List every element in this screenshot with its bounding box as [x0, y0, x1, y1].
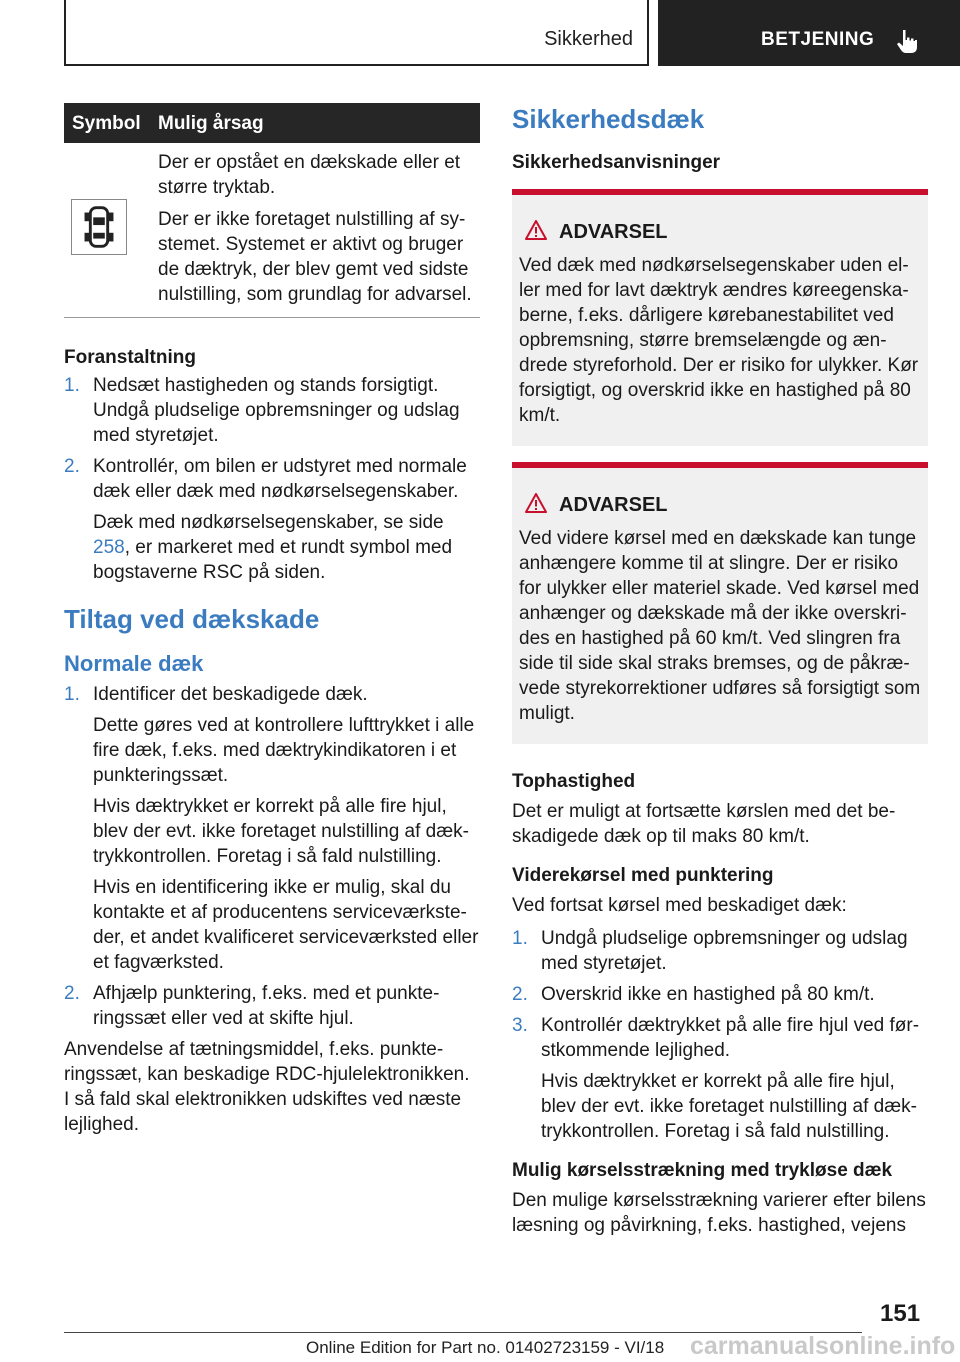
section-heading-run-flat: Sikkerhedsdæk: [512, 104, 705, 134]
subsection-heading-normal-tires: Normale dæk: [64, 651, 204, 676]
header-section-title: Sikkerhed: [544, 28, 633, 50]
continued-driving-text: Ved fortsat kørsel med beskadiget dæk:: [512, 895, 847, 916]
measures-list: [64, 373, 480, 585]
left-column: [64, 103, 480, 1137]
table-header-symbol: Symbol: [72, 113, 141, 134]
table-cell-cause-2: Der er ikke foretaget nulstilling af systemet. Systemet er aktivt og bruger de dæktryk, der blev gemt ved sidste nulstilling, som grundlag for advarsel.: [158, 209, 472, 305]
header-chapter-title: BETJENING: [761, 29, 875, 50]
hand-pointer-icon: [894, 28, 920, 54]
table-header-cause: Mulig årsag: [158, 113, 264, 134]
warning-box-1: [512, 189, 928, 446]
watermark: carmanualsonline.info: [690, 1332, 956, 1360]
table-cell-cause-1: Der er opstået en dækskade eller et større tryktab.: [158, 152, 461, 198]
warning-triangle-icon: [525, 220, 547, 240]
continued-driving-steps: [512, 926, 928, 1144]
list-item: 2. Afhjælp punktering, f.eks. med et punkteringssæt eller ved at skifte hjul.: [64, 983, 440, 1029]
list-item: 2. Kontrollér, om bilen er udstyret med normale dæk eller dæk med nødkørselsegenskaber. Dæk med nødkørselsegenskaber, se side 258, er markeret med et rundt symbol med bogstaverne RSC på siden.: [64, 456, 467, 583]
table-row: [64, 150, 480, 318]
warning-box-2: [512, 462, 928, 744]
list-item: 3. Kontrollér dæktrykket på alle fire hjul ved førstkommende lejlighed. Hvis dæktrykket er korrekt på alle fire hjul, blev der evt. ikke foretaget nulstilling af dæktrykkontrollen. Foretag i så fald nulstilling.: [512, 1015, 920, 1142]
list-item: 1. Undgå pludselige opbremsninger og udslag med styretøjet.: [512, 928, 908, 974]
range-text: Den mulige kørselsstrækning varierer efter bilens læsning og påvirkning, f.eks. hastighed, vejens: [512, 1190, 926, 1236]
footer-edition: Online Edition for Part no. 01402723159 - VI/18: [306, 1338, 665, 1357]
page-link-258[interactable]: 258: [93, 537, 125, 558]
top-speed-heading: Tophastighed: [512, 771, 636, 792]
section-heading-tire-damage: Tiltag ved dækskade: [64, 604, 320, 634]
tire-damage-steps: [64, 682, 480, 1031]
warning-triangle-icon: [525, 493, 547, 513]
table-header: [64, 103, 480, 143]
header-chapter-tab: [658, 0, 960, 66]
warning-text: Ved videre kørsel med en dækskade kan tunge anhængere komme til at slingre. Der er risiko for ulykker eller materiel skade. Ved kørsel med anhænger og dækskade må der ikke overskrides en hastighed på 60 km/t. Ved slingren fra side til side skal straks bremses, og de påkrævede styrekorrektioner udføres så forsigtigt som muligt.: [519, 528, 921, 724]
safety-notes-heading: Sikkerhedsanvisninger: [512, 152, 721, 173]
warning-title: ADVARSEL: [559, 494, 668, 516]
page-number: 151: [880, 1300, 921, 1327]
list-item: 1. Identificer det beskadigede dæk. Dette gøres ved at kontrollere lufttrykket i alle fire dæk, f.eks. med dæktrykindikatoren i et punkteringssæt. Hvis dæktrykket er korrekt på alle fire hjul, blev der evt. ikke foretaget nulstilling af dæktrykkontrollen. Foretag i så fald nulstilling. Hvis en identificering ikke er mulig, skal du kontakte et af producentens serviceværksteder, et andet kvalificeret serviceværksted eller et fagværksted.: [64, 684, 479, 973]
continued-driving-heading: Viderekørsel med punktering: [512, 865, 774, 886]
measures-heading: Foranstaltning: [64, 347, 196, 368]
sealant-note: Anvendelse af tætningsmiddel, f.eks. punkteringssæt, kan beskadige RDC-hjulelektronikken. I så fald skal elektronikken udskiftes ved næste lejlighed.: [64, 1039, 470, 1135]
warning-text: Ved dæk med nødkørselsegenskaber uden eller med for lavt dæktryk ændres køreegenskaberne, f.eks. dårligere kørebanestabilitet ved opbremsning, større bremselængde og ændrede styreforhold. Der er risiko for ulykker. Kør forsigtigt, og overskrid ikke en hastighed på 80 km/t.: [519, 255, 919, 426]
list-item: 1. Nedsæt hastigheden og stands forsigtigt. Undgå pludselige opbremsninger og udslag med styretøjet.: [64, 375, 460, 446]
car-tire-pressure-icon: [71, 199, 127, 255]
warning-title: ADVARSEL: [559, 221, 668, 243]
header-section-tab: [64, 0, 649, 66]
right-column: [512, 103, 928, 1238]
range-heading: Mulig kørselsstrækning med trykløse dæk: [512, 1160, 893, 1181]
top-speed-text: Det er muligt at fortsætte kørslen med det beskadigede dæk op til maks 80 km/t.: [512, 801, 896, 847]
list-item: 2. Overskrid ikke en hastighed på 80 km/t.: [512, 984, 875, 1005]
